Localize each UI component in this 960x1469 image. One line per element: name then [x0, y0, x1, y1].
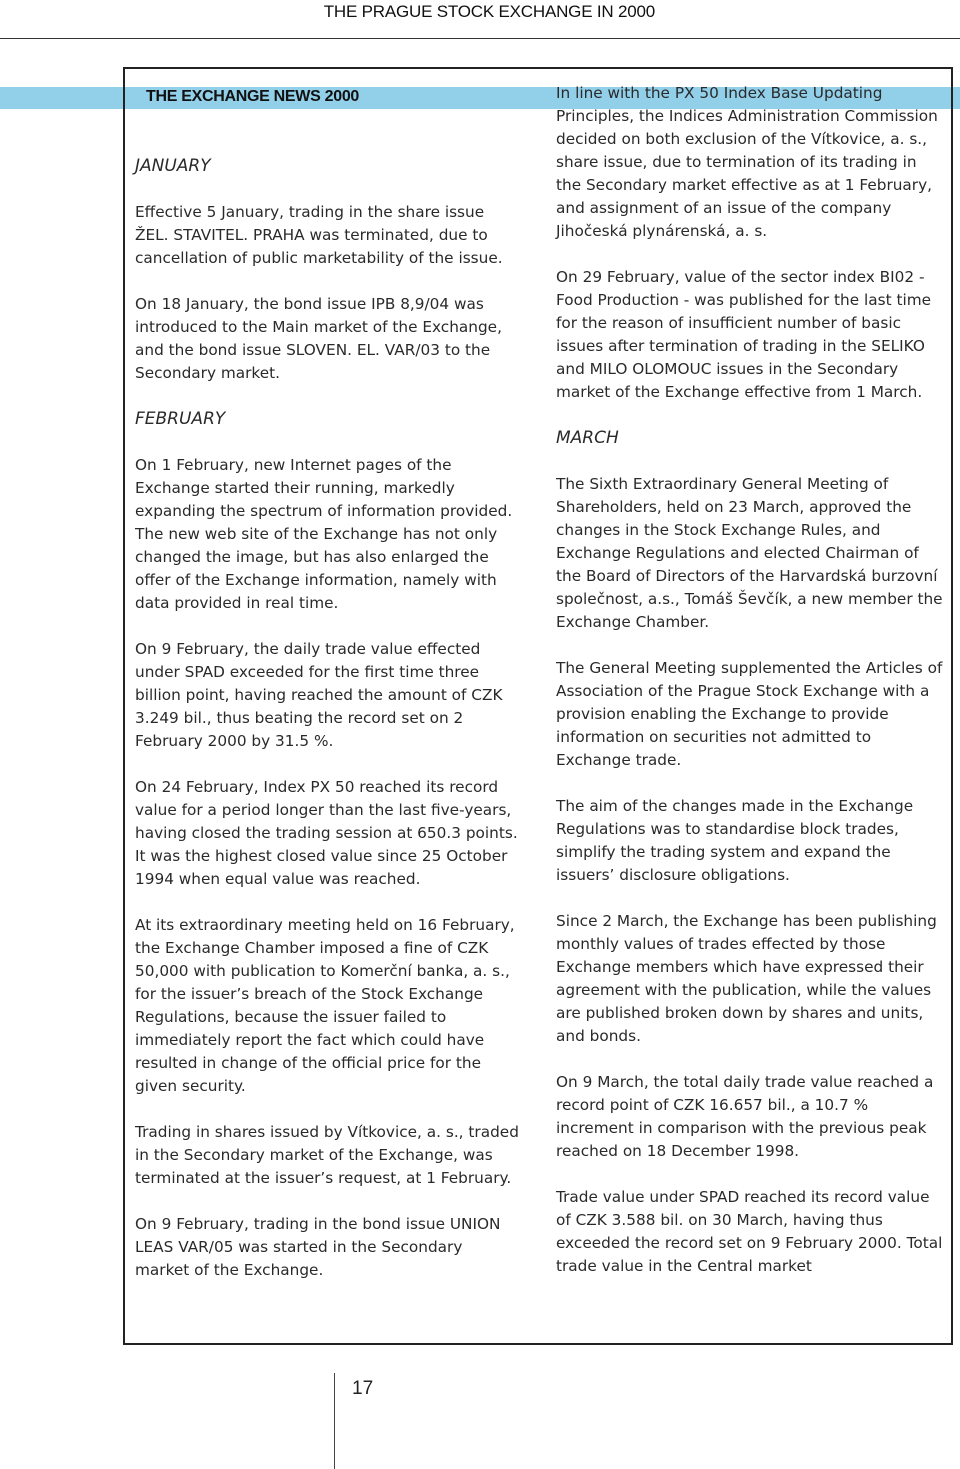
section-title: THE EXCHANGE NEWS 2000: [146, 88, 360, 105]
paragraph: On 9 February, trading in the bond issue UNION LEAS VAR/05 was started in the Secondary market of the Exchange.: [135, 1215, 501, 1279]
paragraph: Trade value under SPAD reached its record value of CZK 3.588 bil. on 30 March, having thus exceeded the record set on 9 February 2000. Total trade value in the Central market: [556, 1188, 943, 1275]
january-heading: JANUARY: [135, 156, 211, 176]
paragraph: On 9 March, the total daily trade value reached a record point of CZK 16.657 bil., a 10.7 % increment in comparison with the previous peak reached on 18 December 1998.: [556, 1073, 934, 1160]
paragraph: On 9 February, the daily trade value effected under SPAD exceeded for the first time three billion point, having reached the amount of CZK 3.249 bil., thus beating the record set on 2 February 2000 by 31.5 %.: [135, 640, 503, 750]
paragraph: Trading in shares issued by Vítkovice, a. s., traded in the Secondary market of the Exchange, was terminated at the issuer’s request, at 1 February.: [135, 1123, 519, 1187]
footer-rule: [334, 1373, 335, 1469]
paragraph: Effective 5 January, trading in the share issue ŽEL. STAVITEL. PRAHA was terminated, due to cancellation of public marketability of the issue.: [135, 203, 503, 267]
paragraph: The aim of the changes made in the Exchange Regulations was to standardise block trades, simplify the trading system and expand the issuers’ disclosure obligations.: [556, 797, 914, 884]
paragraph: At its extraordinary meeting held on 16 February, the Exchange Chamber imposed a fine of CZK 50,000 with publication to Komerční banka, a. s., for the issuer’s breach of the Stock Exchange Regulations, because the issuer failed to immediately report the fact which could have resulted in change of the official price for the given security.: [135, 916, 515, 1095]
right-column: [556, 82, 944, 1301]
paragraph: On 18 January, the bond issue IPB 8,9/04 was introduced to the Main market of the Exchange, and the bond issue SLOVEN. EL. VAR/03 to the Secondary market.: [135, 295, 502, 382]
march-heading: MARCH: [556, 428, 619, 448]
running-header: THE PRAGUE STOCK EXCHANGE IN 2000: [323, 2, 655, 21]
paragraph: The General Meeting supplemented the Articles of Association of the Prague Stock Exchange with a provision enabling the Exchange to provide information on securities not admitted to Exchange trade.: [556, 659, 943, 769]
paragraph: In line with the PX 50 Index Base Updating Principles, the Indices Administration Commission decided on both exclusion of the Vítkovice, a. s., share issue, due to termination of its trading in the Secondary market effective as at 1 February, and assignment of an issue of the company Jihočeská plynárenská, a. s.: [556, 84, 938, 240]
paragraph: Since 2 March, the Exchange has been publishing monthly values of trades effected by those Exchange members which have expressed their agreement with the publication, while the values are published broken down by shares and units, and bonds.: [556, 912, 937, 1045]
paragraph: On 24 February, Index PX 50 reached its record value for a period longer than the last five-years, having closed the trading session at 650.3 points. It was the highest closed value since 25 October 1994 when equal value was reached.: [135, 778, 518, 888]
february-heading: FEBRUARY: [135, 409, 226, 429]
page-number: 17: [352, 1378, 374, 1399]
header-rule: [0, 38, 960, 39]
paragraph: The Sixth Extraordinary General Meeting of Shareholders, held on 23 March, approved the changes in the Stock Exchange Rules, and Exchange Regulations and elected Chairman of the Board of Directors of the Harvardská burzovní společnost, a.s., Tomáš Ševčík, a new member the Exchange Chamber.: [556, 475, 943, 631]
left-column: [135, 155, 520, 1305]
paragraph: On 29 February, value of the sector index BI02 - Food Production - was published for the last time for the reason of insufficient number of basic issues after termination of trading in the SELIKO and MILO OLOMOUC issues in the Secondary market of the Exchange effective from 1 March.: [556, 268, 932, 401]
paragraph: On 1 February, new Internet pages of the Exchange started their running, markedly expanding the spectrum of information provided. The new web site of the Exchange has not only changed the image, but has also enlarged the offer of the Exchange information, namely with data provided in real time.: [135, 456, 513, 612]
